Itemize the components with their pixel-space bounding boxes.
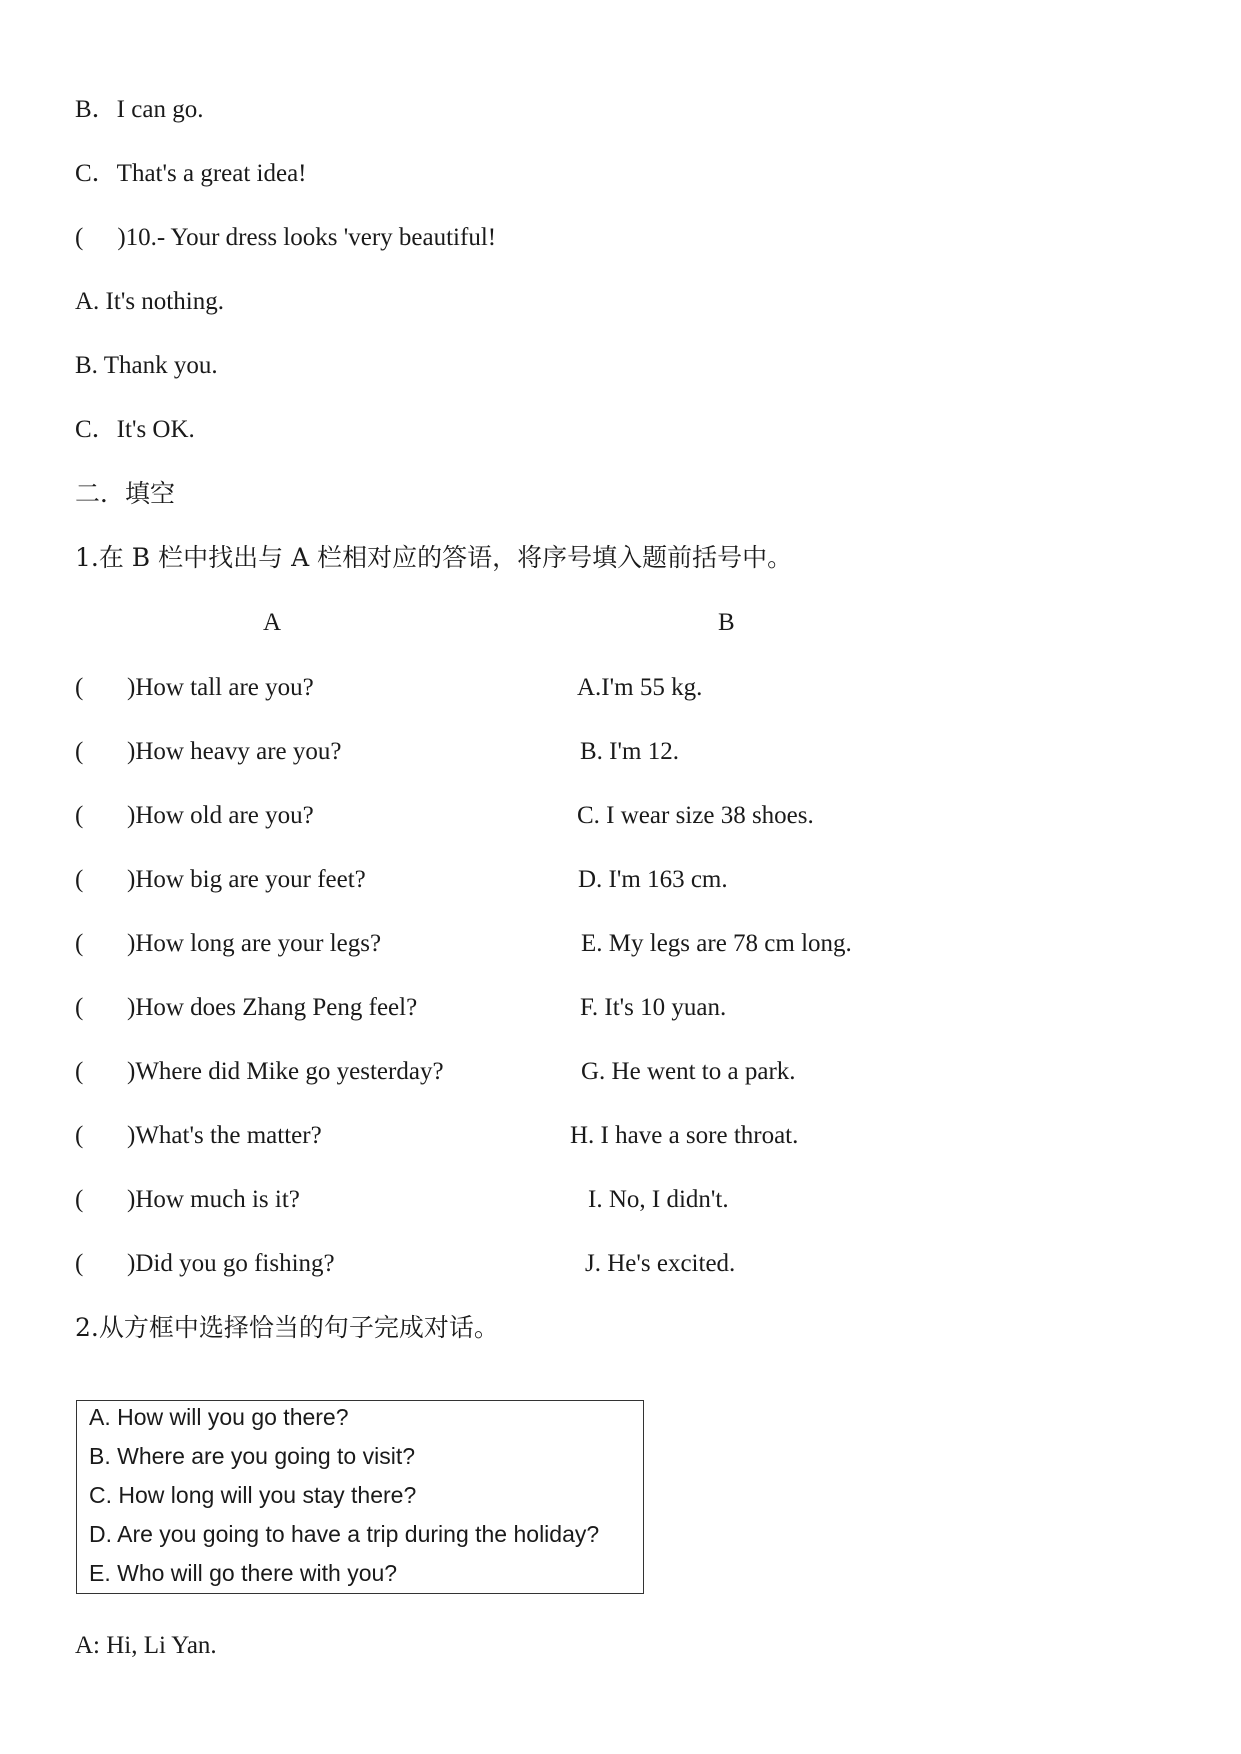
row-answer: G. He went to a park. — [581, 1058, 796, 1085]
row-question: )How old are you? — [127, 802, 314, 829]
answer-paren: ( — [75, 1122, 84, 1149]
answer-paren: ( — [75, 802, 84, 829]
box-option-b: B. Where are you going to visit? — [89, 1443, 415, 1469]
matching-row — [0, 865, 1241, 895]
row-answer: E. My legs are 78 cm long. — [581, 930, 852, 957]
box-option-a: A. How will you go there? — [89, 1404, 349, 1430]
answer-paren: ( — [75, 1186, 84, 1213]
q10-paren: ( — [75, 224, 84, 251]
row-question: )How much is it? — [127, 1186, 300, 1213]
row-answer: C. I wear size 38 shoes. — [577, 802, 814, 829]
matching-row — [0, 1249, 1241, 1279]
row-question: )How long are your legs? — [127, 930, 382, 957]
answer-paren: ( — [75, 674, 84, 701]
matching-row — [0, 737, 1241, 767]
row-question: )How does Zhang Peng feel? — [127, 994, 418, 1021]
dialogue-line: A: Hi, Li Yan. — [75, 1632, 217, 1659]
options-box — [76, 1400, 644, 1594]
row-answer: D. I'm 163 cm. — [578, 866, 728, 893]
row-question: )What's the matter? — [127, 1122, 322, 1149]
matching-row — [0, 929, 1241, 959]
row-answer: J. He's excited. — [585, 1250, 736, 1277]
answer-paren: ( — [75, 738, 84, 765]
q9-option-b: B．I can go. — [75, 96, 204, 123]
row-answer: F. It's 10 yuan. — [580, 994, 727, 1021]
part1-instruction: 1.在 B 栏中找出与 A 栏相对应的答语，将序号填入题前括号中。 — [75, 543, 793, 572]
answer-paren: ( — [75, 1058, 84, 1085]
box-option-c: C. How long will you stay there? — [89, 1482, 417, 1508]
row-question: )Where did Mike go yesterday? — [127, 1058, 444, 1085]
q10-question — [75, 223, 496, 253]
row-question: )How heavy are you? — [127, 738, 342, 765]
q10-option-c: C．It's OK. — [75, 416, 195, 443]
row-question: )Did you go fishing? — [127, 1250, 335, 1277]
answer-paren: ( — [75, 930, 84, 957]
q10-option-a: A. It's nothing. — [75, 288, 224, 315]
section-heading: 二．填空 — [75, 479, 176, 508]
box-option-d: D. Are you going to have a trip during the holiday? — [89, 1521, 600, 1547]
matching-row — [0, 993, 1241, 1023]
matching-row — [0, 673, 1241, 703]
answer-paren: ( — [75, 994, 84, 1021]
part2-instruction: 2.从方框中选择恰当的句子完成对话。 — [75, 1313, 499, 1342]
answer-paren: ( — [75, 1250, 84, 1277]
q10-option-b: B. Thank you. — [75, 352, 218, 379]
row-question: )How tall are you? — [127, 674, 314, 701]
matching-row — [0, 1121, 1241, 1151]
row-answer: H. I have a sore throat. — [570, 1122, 799, 1149]
row-answer: A.I'm 55 kg. — [577, 674, 703, 701]
row-answer: I. No, I didn't. — [588, 1186, 729, 1213]
column-a-header: A — [263, 609, 282, 636]
row-question: )How big are your feet? — [127, 866, 366, 893]
q10-text: )10.- Your dress looks 'very beautiful! — [117, 224, 497, 251]
matching-row — [0, 1185, 1241, 1215]
matching-row — [0, 801, 1241, 831]
q9-option-c: C．That's a great idea! — [75, 160, 307, 187]
matching-row — [0, 1057, 1241, 1087]
answer-paren: ( — [75, 866, 84, 893]
box-option-e: E. Who will go there with you? — [89, 1560, 398, 1586]
row-answer: B. I'm 12. — [580, 738, 679, 765]
column-b-header: B — [718, 609, 735, 636]
